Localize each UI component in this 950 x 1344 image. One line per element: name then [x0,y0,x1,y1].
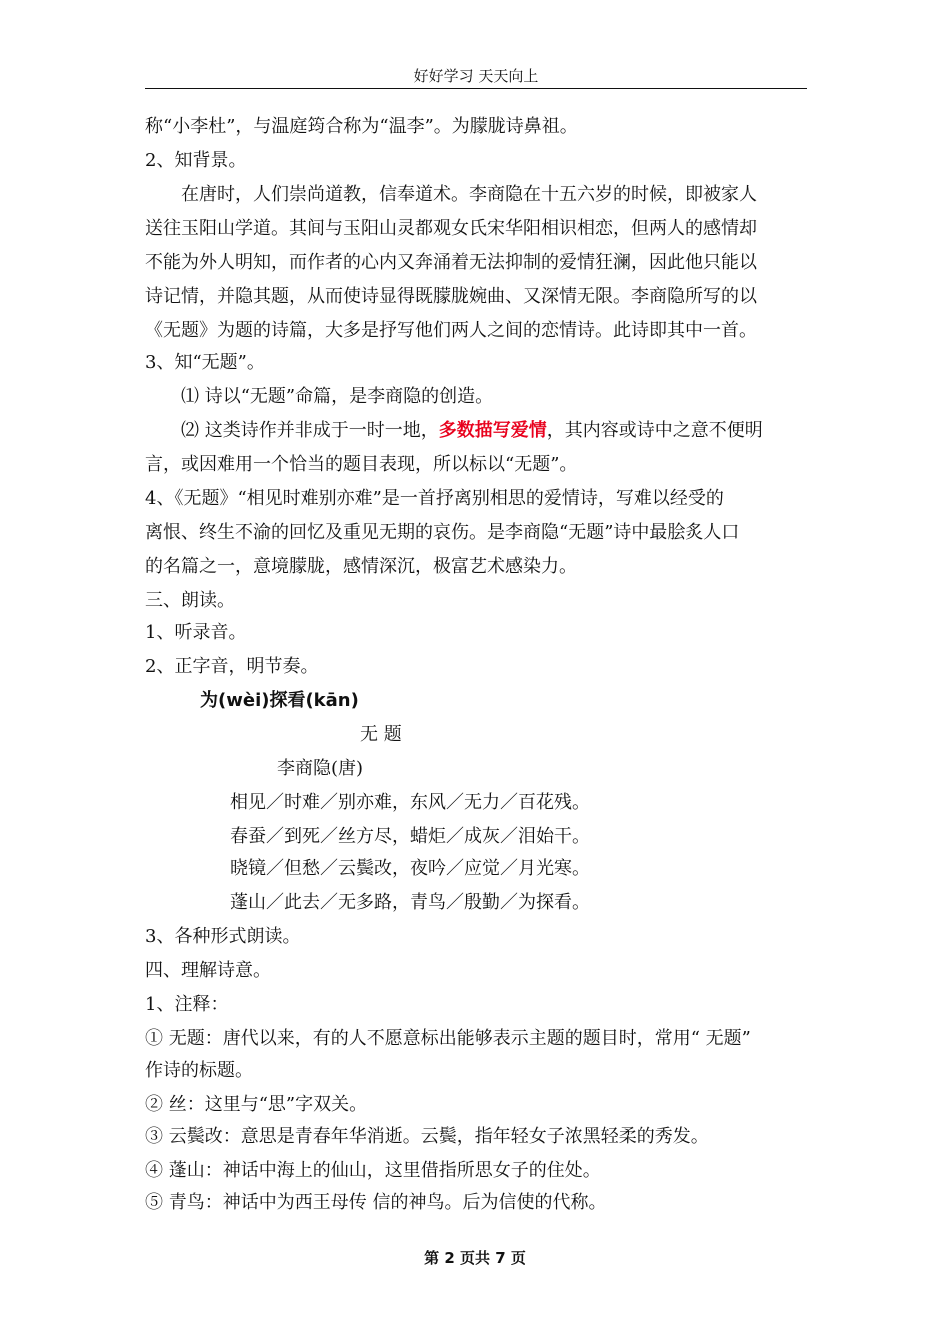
header-divider [145,88,807,89]
body-line: 3、各种形式朗读。 [145,926,301,947]
body-text: ，其内容或诗中之意不便明 [546,420,763,441]
section-heading: 2、知背景。 [145,150,247,171]
highlight-text: 多数描写爱情 [438,420,547,441]
annotation-line: ③ 云鬓改：意思是青春年华消逝。云鬓，指年轻女子浓黑轻柔的秀发。 [145,1126,709,1147]
body-line: 送往玉阳山学道。其间与玉阳山灵都观女氏宋华阳相识相恋，但两人的感情却 [145,218,757,239]
annotation-line: 作诗的标题。 [145,1060,253,1081]
section-heading: 三、朗读。 [145,590,235,611]
body-line: 不能为外人明知，而作者的心内又奔涌着无法抑制的爱情狂澜，因此他只能以 [145,252,757,273]
annotation-line: ② 丝：这里与“思”字双关。 [145,1094,368,1115]
page-header: 好好学习 天天向上 [413,67,539,85]
poem-line: 蓬山／此去／无多路，青鸟／殷勤／为探看。 [230,892,590,913]
body-line: ⑴ 诗以“无题”命篇，是李商隐的创造。 [181,386,494,407]
body-line: 1、听录音。 [145,622,247,643]
body-line: 的名篇之一，意境朦胧，感情深沉，极富艺术感染力。 [145,556,577,577]
body-line: 诗记情，并隐其题，从而使诗显得既朦胧婉曲、又深情无限。李商隐所写的以 [145,286,757,307]
section-heading: 四、理解诗意。 [145,960,271,981]
body-line: 《无题》为题的诗篇，大多是抒写他们两人之间的恋情诗。此诗即其中一首。 [145,320,757,341]
body-line: 1、注释： [145,994,229,1015]
annotation-line: ④ 蓬山：神话中海上的仙山，这里借指所思女子的住处。 [145,1160,601,1181]
poem-line: 春蚕／到死／丝方尽，蜡炬／成灰／泪始干。 [230,826,590,847]
annotation-line: ① 无题：唐代以来，有的人不愿意标出能够表示主题的题目时，常用“ 无题” [145,1028,751,1049]
poem-line: 相见／时难／别亦难，东风／无力／百花残。 [230,792,590,813]
annotation-line: ⑤ 青鸟：神话中为西王母传 信的神鸟。后为信使的代称。 [145,1192,607,1213]
body-text: ⑵ 这类诗作并非成于一时一地， [181,420,439,441]
body-line: 在唐时，人们崇尚道教，信奉道术。李商隐在十五六岁的时候，即被家人 [181,184,757,205]
pronunciation-note: 为(wèi)探看(kān) [200,690,359,711]
body-line [181,414,763,448]
body-line: 称“小李杜”，与温庭筠合称为“温李”。为朦胧诗鼻祖。 [145,116,578,137]
body-line: 4、《无题》“相见时难别亦难”是一首抒离别相思的爱情诗，写难以经受的 [145,488,724,509]
body-line: 言，或因难用一个恰当的题目表现，所以标以“无题”。 [145,454,578,475]
poem-line: 晓镜／但愁／云鬓改，夜吟／应觉／月光寒。 [230,858,590,879]
section-heading: 3、知“无题”。 [145,352,265,373]
body-line: 离恨、终生不渝的回忆及重见无期的哀伤。是李商隐“无题”诗中最脍炙人口 [145,522,740,543]
poem-title: 无 题 [360,724,402,745]
poem-author: 李商隐(唐) [277,758,364,779]
page-number: 第 2 页共 7 页 [424,1249,526,1267]
body-line: 2、正字音，明节奏。 [145,656,319,677]
